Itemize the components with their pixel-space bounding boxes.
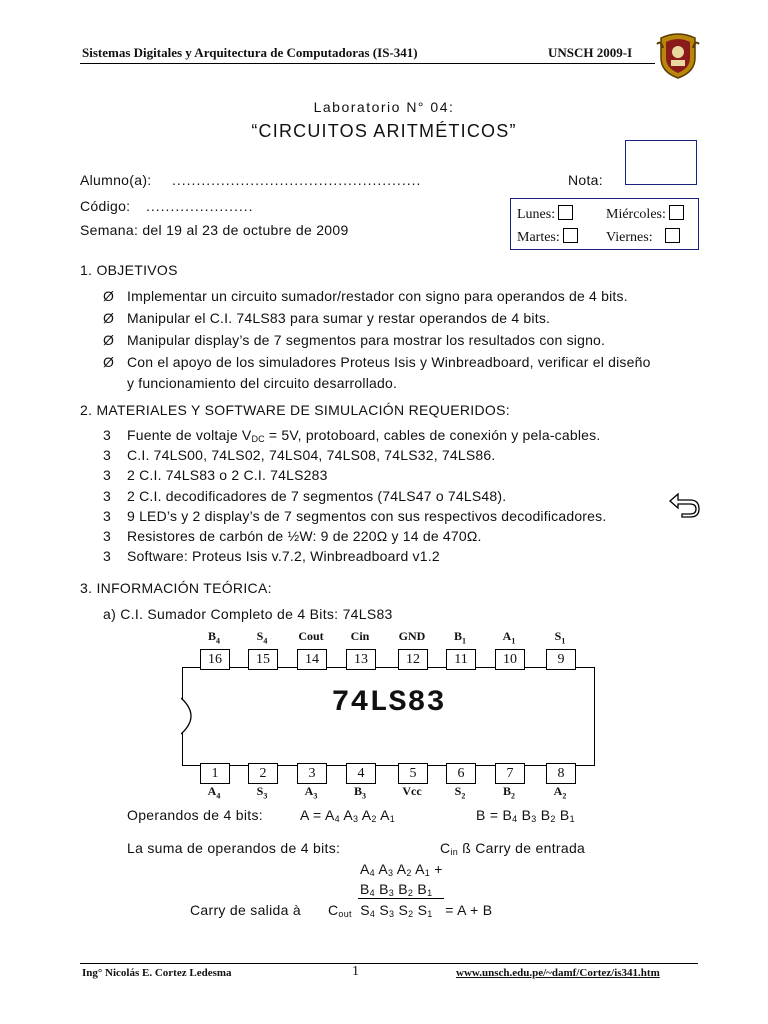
chip-pin-bottom-label: $A_3$ [304,784,318,801]
chip-pin-top: 15 [248,649,278,670]
suma-label: La suma de operandos de 4 bits: [127,840,341,856]
sum-row-a: $A_4$ $A_3$ $A_2$ $A_1$ + [360,861,443,878]
sum-result: $C_{out}$ $S_4$ $S_3$ $S_2$ $S_1$ = A + B [328,902,493,919]
sum-rule [358,898,444,899]
objetivo-bullet: Ø [103,332,115,348]
sum-row-b: $B_4$ $B_3$ $B_2$ $B_1$ [360,881,433,898]
objetivo-item: Ø Con el apoyo de los simuladores Proteus Isis y Winbreadboard, verificar el diseño [103,354,651,370]
chip-pin-bottom-label: $S_2$ [454,784,466,801]
chip-pin-top-label: $S_4$ [256,629,268,646]
section-info-title: 3. INFORMACIÓN TEÓRICA: [80,580,272,596]
objetivo-bullet: Ø [103,354,115,370]
nota-box[interactable] [625,140,697,185]
alumno-field[interactable]: ................................................... [172,172,422,188]
carry-in: $C_{in}$ ß Carry de entrada [440,840,586,857]
martes-checkbox[interactable] [563,228,578,243]
viernes-checkbox[interactable] [665,228,680,243]
operandos-label: Operandos de 4 bits: [127,807,263,823]
material-item: 3 C.I. 74LS00, 74LS02, 74LS04, 74LS08, 74LS32, 74LS86. [103,447,496,463]
chip-name: 74LS83 [331,686,446,720]
chip-pin-bottom: 1 [200,763,230,784]
chip-pin-top: 10 [495,649,525,670]
chip-pin-bottom: 6 [446,763,476,784]
return-arrow-icon[interactable] [668,490,702,525]
semana-text: Semana: del 19 al 23 de octubre de 2009 [80,222,349,238]
section-materiales-title: 2. MATERIALES Y SOFTWARE DE SIMULACIÓN REQUERIDOS: [80,402,510,418]
objetivo-item-cont: y funcionamiento del circuito desarrollado. [127,375,398,391]
lab-number: Laboratorio N° 04: [313,99,455,115]
chip-pin-top-label: $B_4$ [207,629,220,646]
chip-pin-top-label: $A_1$ [502,629,516,646]
objetivo-bullet: Ø [103,288,115,304]
material-item: 3 2 C.I. decodificadores de 7 segmentos (74LS47 o 74LS48). [103,488,507,504]
chip-pin-bottom: 4 [346,763,376,784]
header-rule [80,63,655,64]
codigo-field[interactable]: ...................... [146,198,254,214]
chip-body [182,667,595,766]
chip-pin-bottom-label: $A_2$ [553,784,567,801]
nota-label: Nota: [568,172,603,188]
objetivo-item: Ø Manipular el C.I. 74LS83 para sumar y restar operandos de 4 bits. [103,310,551,326]
chip-pin-top: 14 [297,649,327,670]
chip-pin-bottom: 2 [248,763,278,784]
chip-pin-top: 16 [200,649,230,670]
lunes-checkbox[interactable] [558,205,573,220]
operand-b: $B = B_4$ $B_3$ $B_2$ $B_1$ [476,807,575,824]
chip-pin-bottom-label: $B_2$ [502,784,515,801]
miercoles-label: Miércoles: [606,207,666,222]
material-item: 3 Fuente de voltaje $V_{DC} = 5V$, protoboard, cables de conexión y pela-cables. [103,427,601,444]
chip-pin-top: 12 [398,649,428,670]
chip-pin-top-label: Cin [350,629,370,643]
material-item: 3 2 C.I. 74LS83 o 2 C.I. 74LS283 [103,467,328,483]
chip-pin-top-label: $S_1$ [554,629,566,646]
footer-rule [80,963,698,964]
chip-pin-bottom-label: Vcc [402,784,422,798]
material-item: 3 Software: Proteus Isis v.7.2, Winbreadboard v1.2 [103,548,440,564]
chip-pin-top-label: Cout [298,629,324,643]
objetivo-item: Ø Implementar un circuito sumador/restador con signo para operandos de 4 bits. [103,288,628,304]
chip-pin-top-label: GND [398,629,426,643]
lab-title: “CIRCUITOS ARITMÉTICOS” [251,121,517,141]
university-crest-icon [655,30,701,85]
info-subtitle: a) C.I. Sumador Completo de 4 Bits: 74LS83 [103,606,393,622]
chip-pin-bottom: 3 [297,763,327,784]
objetivo-bullet: Ø [103,310,115,326]
chip-pin-bottom-label: $B_3$ [353,784,366,801]
section-objetivos-title: 1. OBJETIVOS [80,262,178,278]
objetivo-item: Ø Manipular display’s de 7 segmentos para mostrar los resultados con signo. [103,332,606,348]
university-label: UNSCH 2009-I [548,45,633,60]
material-item: 3 Resistores de carbón de ½W: 9 de 220Ω y 14 de 470Ω. [103,528,482,544]
chip-pin-bottom-label: $S_3$ [256,784,268,801]
page-number: 1 [352,964,359,979]
footer-url-link[interactable]: www.unsch.edu.pe/~damf/Cortez/is341.htm [456,967,660,979]
lunes-label: Lunes: [517,207,556,222]
days-box [510,198,699,250]
alumno-label: Alumno(a): [80,172,152,188]
carry-out-label: Carry de salida à [190,902,301,918]
martes-label: Martes: [517,230,560,245]
course-title: Sistemas Digitales y Arquitectura de Computadoras (IS-341) [82,45,418,60]
chip-pin-bottom: 7 [495,763,525,784]
chip-pin-top: 13 [346,649,376,670]
chip-pin-top: 11 [446,649,476,670]
footer-author: Ing° Nicolás E. Cortez Ledesma [82,967,232,979]
viernes-label: Viernes: [606,230,653,245]
material-item: 3 9 LED’s y 2 display’s de 7 segmentos con sus respectivos decodificadores. [103,508,607,524]
miercoles-checkbox[interactable] [669,205,684,220]
chip-pin-bottom-label: $A_4$ [207,784,221,801]
operand-a: $A = A_4$ $A_3$ $A_2$ $A_1$ [300,807,396,824]
codigo-label: Código: [80,198,131,214]
chip-pin-top: 9 [546,649,576,670]
chip-pin-bottom: 5 [398,763,428,784]
chip-pin-bottom: 8 [546,763,576,784]
chip-pin-top-label: $B_1$ [453,629,466,646]
